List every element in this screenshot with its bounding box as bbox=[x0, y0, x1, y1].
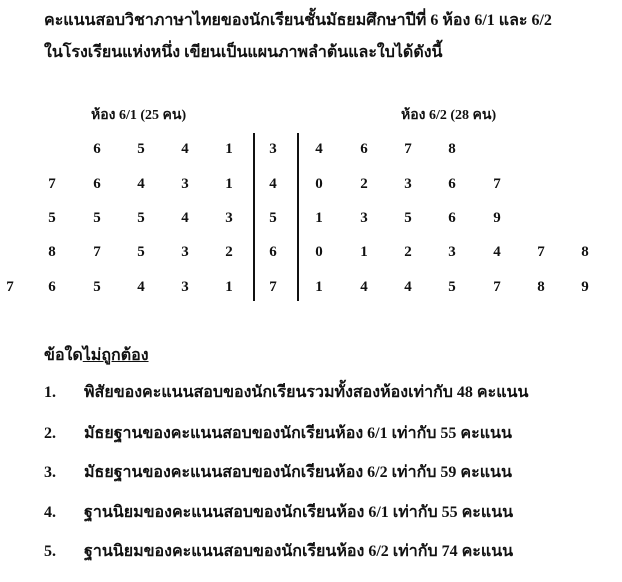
left-leaf: 5 bbox=[137, 244, 145, 260]
left-leaf: 7 bbox=[6, 279, 14, 295]
option-3[interactable] bbox=[44, 460, 512, 485]
left-class-label: ห้อง 6/1 (25 คน) bbox=[91, 108, 187, 123]
left-leaf: 1 bbox=[225, 279, 233, 295]
right-leaf: 0 bbox=[315, 244, 323, 260]
right-leaf: 2 bbox=[360, 176, 368, 192]
left-leaf: 4 bbox=[181, 210, 189, 226]
right-leaf: 8 bbox=[448, 141, 456, 157]
left-leaf: 7 bbox=[93, 244, 101, 260]
option-text: มัธยฐานของคะแนนสอบของนักเรียนห้อง 6/2 เท่ากับ 59 คะแนน bbox=[84, 464, 512, 481]
right-leaf: 0 bbox=[315, 176, 323, 192]
right-leaf: 7 bbox=[537, 244, 545, 260]
left-leaf: 4 bbox=[137, 279, 145, 295]
option-5[interactable] bbox=[44, 539, 513, 564]
left-divider bbox=[253, 133, 255, 301]
right-leaf: 8 bbox=[581, 244, 589, 260]
left-leaf: 7 bbox=[48, 176, 56, 192]
right-leaf: 6 bbox=[360, 141, 368, 157]
right-leaf: 7 bbox=[493, 279, 501, 295]
left-leaf: 1 bbox=[225, 141, 233, 157]
question-prefix: ข้อใด bbox=[44, 347, 83, 364]
right-leaf: 4 bbox=[404, 279, 412, 295]
left-leaf: 5 bbox=[48, 210, 56, 226]
right-leaf: 3 bbox=[404, 176, 412, 192]
right-leaf: 9 bbox=[493, 210, 501, 226]
left-leaf: 5 bbox=[93, 210, 101, 226]
left-leaf: 6 bbox=[93, 176, 101, 192]
left-leaf: 3 bbox=[225, 210, 233, 226]
right-leaf: 1 bbox=[315, 210, 323, 226]
left-leaf: 6 bbox=[48, 279, 56, 295]
right-leaf: 2 bbox=[404, 244, 412, 260]
left-leaf: 8 bbox=[48, 244, 56, 260]
option-number: 3. bbox=[44, 464, 56, 481]
right-leaf: 6 bbox=[448, 210, 456, 226]
option-4[interactable] bbox=[44, 500, 513, 525]
right-leaf: 8 bbox=[537, 279, 545, 295]
left-leaf: 5 bbox=[93, 279, 101, 295]
left-leaf: 3 bbox=[181, 176, 189, 192]
right-leaf: 9 bbox=[581, 279, 589, 295]
left-leaf: 4 bbox=[137, 176, 145, 192]
left-leaf: 4 bbox=[181, 141, 189, 157]
right-leaf: 5 bbox=[448, 279, 456, 295]
option-text: ฐานนิยมของคะแนนสอบของนักเรียนห้อง 6/2 เท่ากับ 74 คะแนน bbox=[84, 543, 514, 560]
left-leaf: 3 bbox=[181, 279, 189, 295]
option-number: 2. bbox=[44, 425, 56, 442]
stem: 6 bbox=[269, 244, 277, 260]
option-text: มัธยฐานของคะแนนสอบของนักเรียนห้อง 6/1 เท่ากับ 55 คะแนน bbox=[84, 425, 512, 442]
option-text: พิสัยของคะแนนสอบของนักเรียนรวมทั้งสองห้องเท่ากับ 48 คะแนน bbox=[84, 384, 529, 401]
stem: 5 bbox=[269, 210, 277, 226]
stem: 3 bbox=[269, 141, 277, 157]
question-emphasis: ไม่ถูกต้อง bbox=[82, 347, 149, 364]
option-1[interactable] bbox=[44, 380, 528, 405]
right-leaf: 3 bbox=[448, 244, 456, 260]
left-leaf: 6 bbox=[93, 141, 101, 157]
right-class-label: ห้อง 6/2 (28 คน) bbox=[401, 108, 497, 123]
right-leaf: 6 bbox=[448, 176, 456, 192]
intro-line-2: ในโรงเรียนแห่งหนึ่ง เขียนเป็นแผนภาพลำต้นและใบได้ดังนี้ bbox=[44, 44, 443, 61]
left-leaf: 2 bbox=[225, 244, 233, 260]
right-leaf: 4 bbox=[315, 141, 323, 157]
option-number: 4. bbox=[44, 504, 56, 521]
left-leaf: 5 bbox=[137, 210, 145, 226]
right-leaf: 1 bbox=[315, 279, 323, 295]
right-divider bbox=[297, 133, 299, 301]
option-number: 1. bbox=[44, 384, 56, 401]
option-2[interactable] bbox=[44, 421, 512, 446]
right-leaf: 5 bbox=[404, 210, 412, 226]
stem: 7 bbox=[269, 279, 277, 295]
left-leaf: 5 bbox=[137, 141, 145, 157]
right-leaf: 4 bbox=[493, 244, 501, 260]
question bbox=[44, 343, 149, 368]
right-leaf: 4 bbox=[360, 279, 368, 295]
right-leaf: 1 bbox=[360, 244, 368, 260]
intro-line-1: คะแนนสอบวิชาภาษาไทยของนักเรียนชั้นมัธยมศึกษาปีที่ 6 ห้อง 6/1 และ 6/2 bbox=[44, 12, 552, 29]
stem: 4 bbox=[269, 176, 277, 192]
right-leaf: 7 bbox=[404, 141, 412, 157]
left-leaf: 1 bbox=[225, 176, 233, 192]
right-leaf: 3 bbox=[360, 210, 368, 226]
left-leaf: 3 bbox=[181, 244, 189, 260]
option-number: 5. bbox=[44, 543, 56, 560]
right-leaf: 7 bbox=[493, 176, 501, 192]
option-text: ฐานนิยมของคะแนนสอบของนักเรียนห้อง 6/1 เท่ากับ 55 คะแนน bbox=[84, 504, 514, 521]
